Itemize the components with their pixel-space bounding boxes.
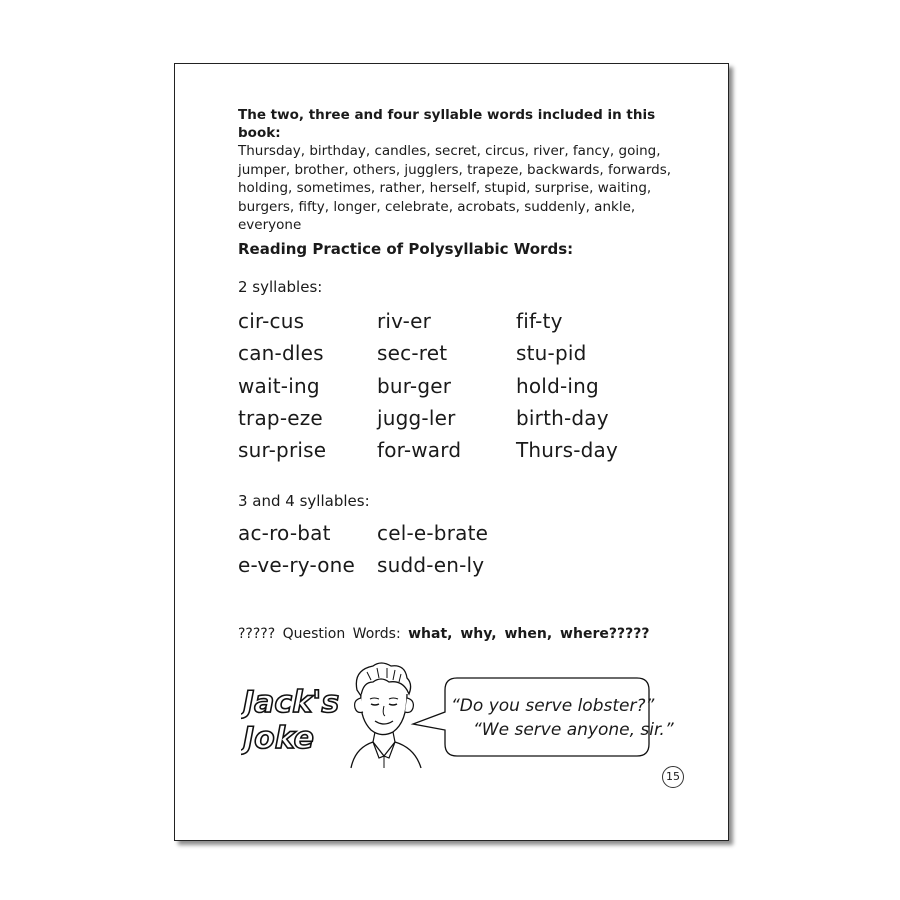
speech-bubble [407,672,653,762]
book-page [174,63,729,841]
syllable-word: bur-ger [377,374,452,398]
intro-line: Thursday, birthday, candles, secret, circus, river, fancy, going, [238,143,661,159]
three-four-syllables-label: 3 and 4 syllables: [238,492,370,510]
syllable-word: jugg-ler [377,406,456,430]
two-syllables-label: 2 syllables: [238,278,323,296]
syllable-word: e-ve-ry-one [238,553,356,577]
syllable-word: fif-ty [516,309,563,333]
joke-answer: “We serve anyone, sir.” [473,720,674,740]
intro-block [238,106,678,235]
intro-heading: The two, three and four syllable words included in this book: [238,107,656,141]
syllable-word: for-ward [377,438,462,462]
practice-title: Reading Practice of Polysyllabic Words: [238,240,574,258]
syllable-word: riv-er [377,309,432,333]
jacks-joke-title [241,678,351,758]
intro-line: holding, sometimes, rather, herself, stupid, surprise, waiting, [238,180,652,196]
joke-question: “Do you serve lobster?” [451,696,655,716]
syllable-word: trap-eze [238,406,323,430]
intro-line: burgers, fifty, longer, celebrate, acrobats, suddenly, ankle, [238,198,636,215]
joke-title-line2: Joke [243,721,315,756]
syllable-word: hold-ing [516,374,599,398]
syllable-word: stu-pid [516,341,587,365]
syllable-word: birth-day [516,406,609,430]
syllable-word: cir-cus [238,309,305,333]
syllable-word: cel-e-brate [377,521,489,545]
syllable-word: sec-ret [377,341,448,365]
syllable-word: sur-prise [238,438,327,462]
intro-line: jumper, brother, others, jugglers, trapeze, backwards, forwards, [238,161,672,178]
intro-line: everyone [238,217,302,233]
syllable-word: ac-ro-bat [238,521,331,545]
syllable-word: sudd-en-ly [377,553,485,577]
syllable-word: wait-ing [238,374,320,398]
intro-word-list [238,142,678,235]
page-number: 15 [662,766,684,788]
joke-title-line1: Jack's [243,685,340,720]
question-prefix: ????? Question Words: [238,626,401,642]
question-words-line [238,626,649,642]
question-words: what, why, when, where????? [408,626,650,642]
syllable-word: Thurs-day [516,438,619,462]
syllable-word: can-dles [238,341,324,365]
